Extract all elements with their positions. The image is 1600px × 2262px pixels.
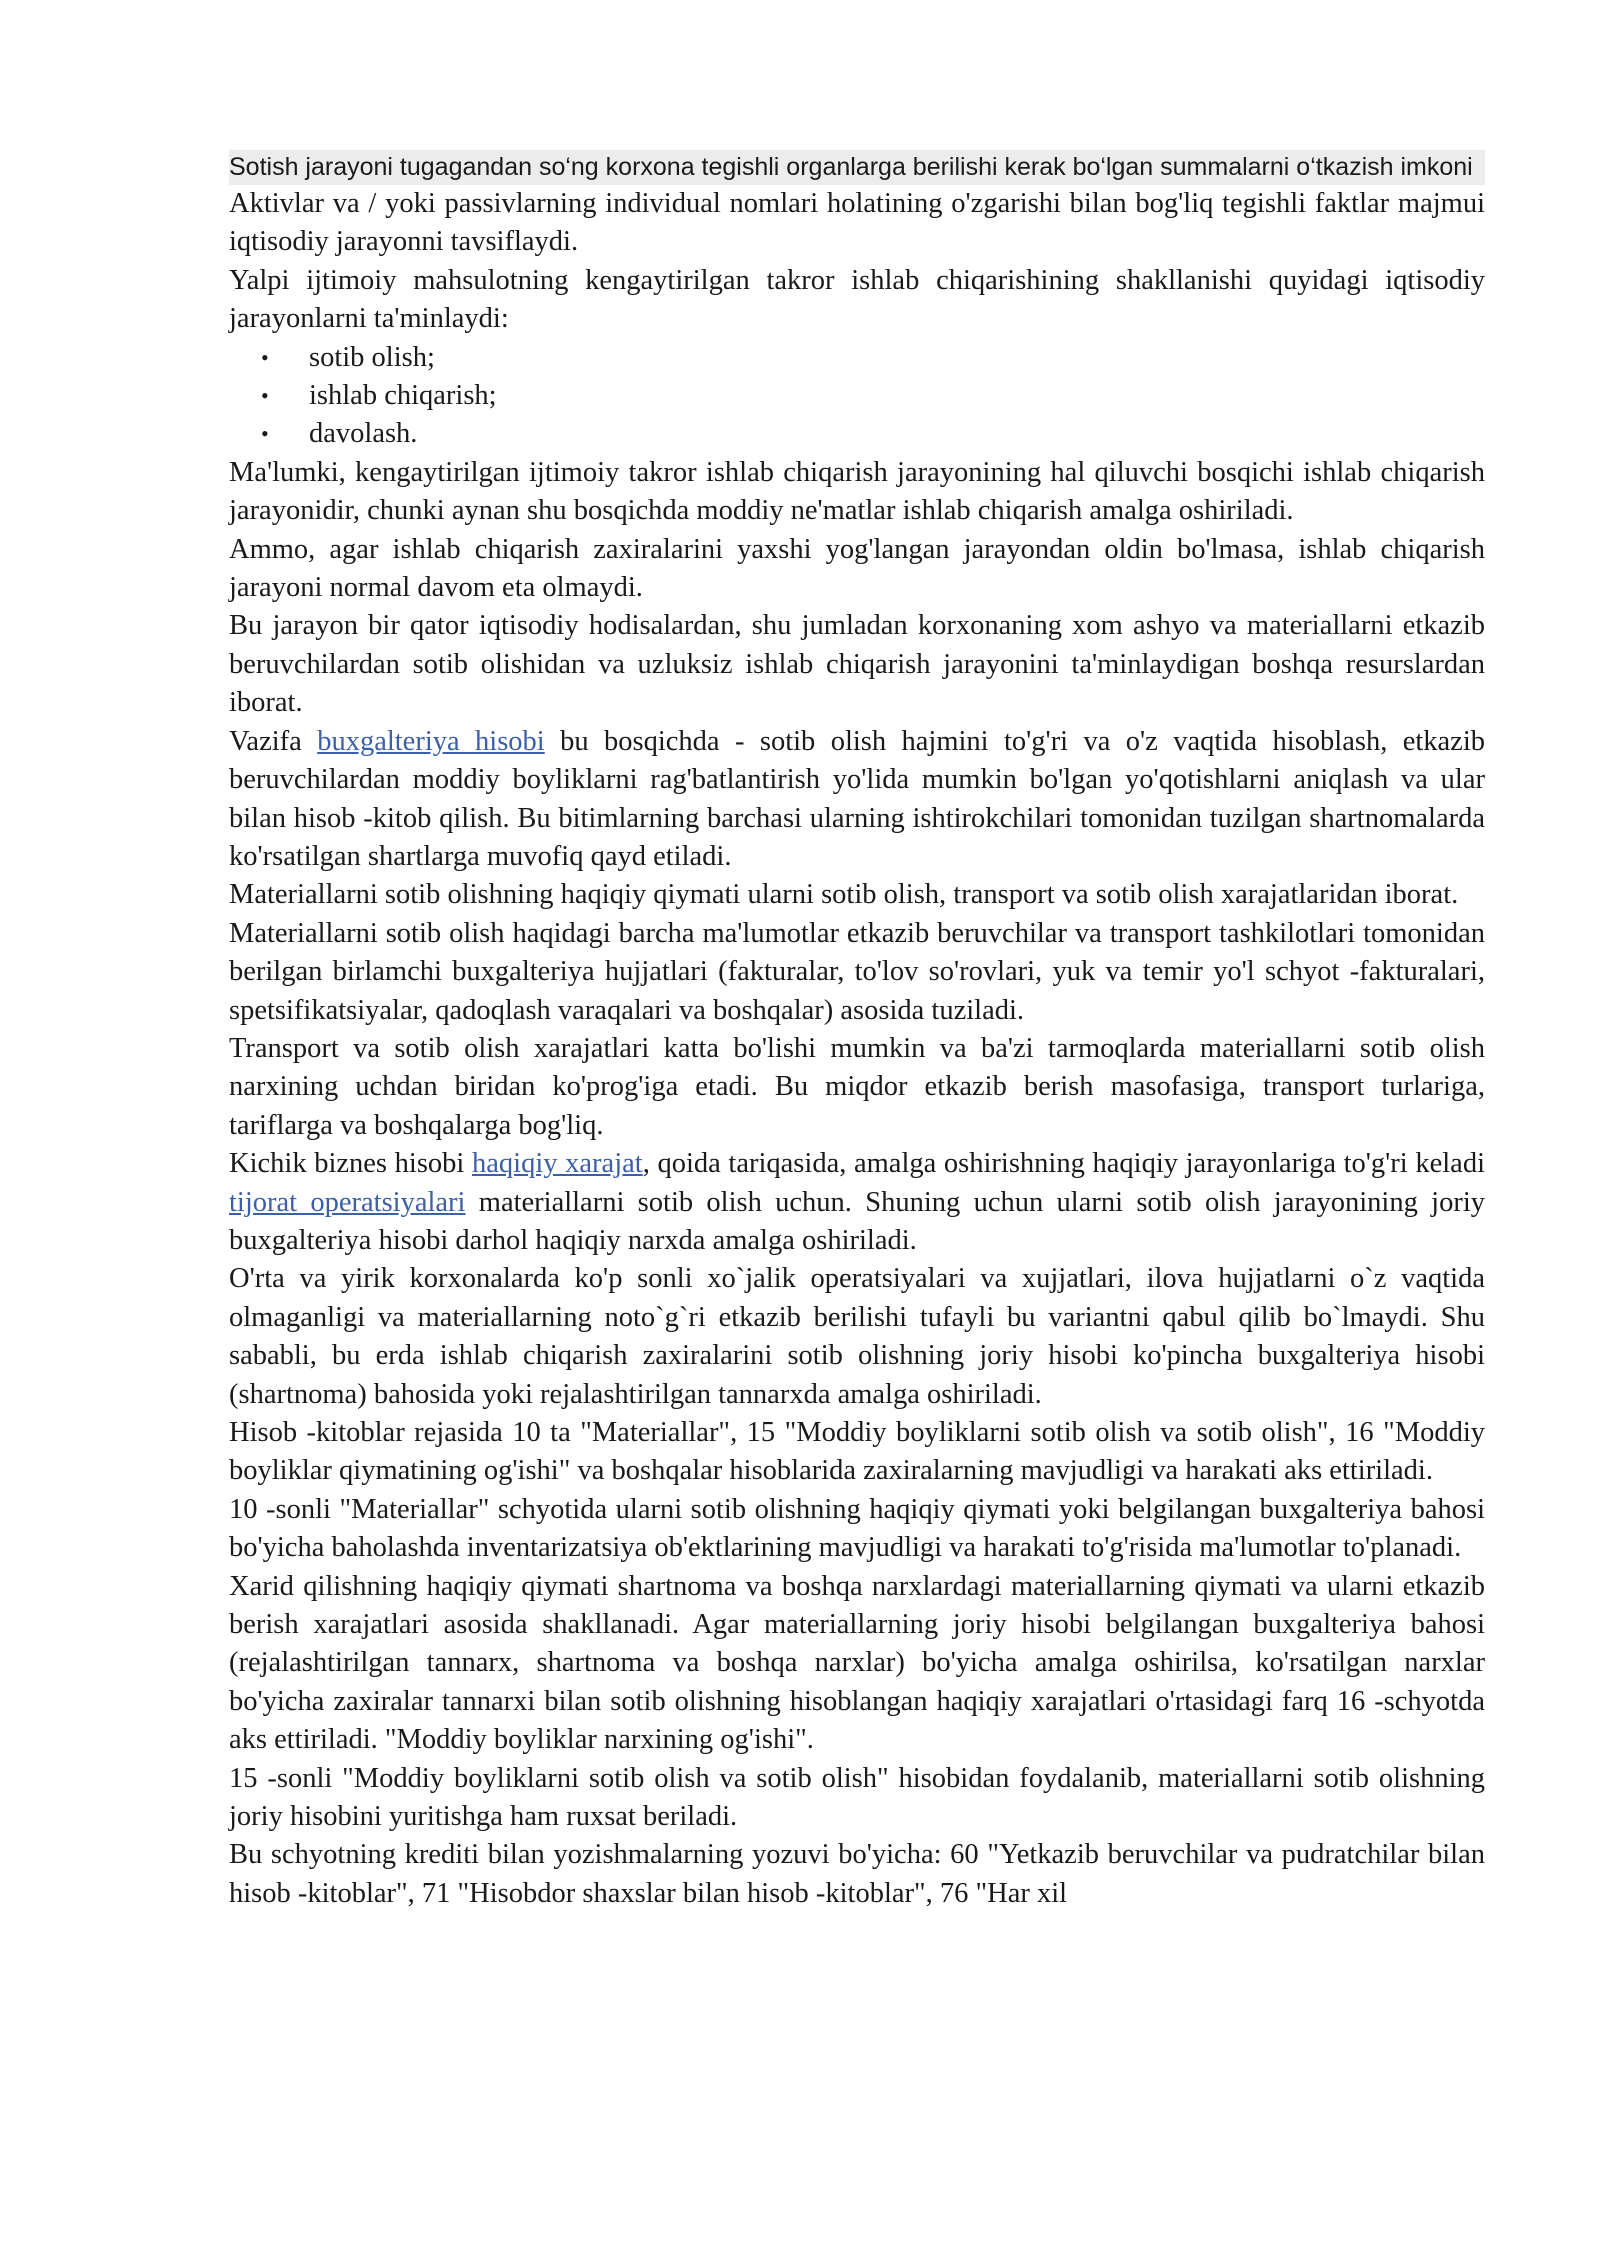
paragraph-1: Aktivlar va / yoki passivlarning individual nomlari holatining o'zgarishi bilan bog'liq tegishli faktlar majmui iqtisodiy jarayonni tavsiflaydi.: [229, 188, 1485, 258]
bullet-icon: •: [261, 421, 269, 447]
list-item: [261, 377, 1485, 415]
paragraph-11: O'rta va yirik korxonalarda ko'p sonli xo`jalik operatsiyalari va xujjatlari, ilova hujjatlarni o`z vaqtida olmaganligi va materiallarning noto`g`ri etkazib berilishi tufayli bu variantni qabul qilib bo`lmaydi. Shu sababli, bu erda ishlab chiqarish zaxiralarini sotib olishning joriy hisobi ko'pincha buxgalteriya hisobi (shartnoma) bahosida yoki rejalashtirilgan tannarxda amalga oshiriladi.: [229, 1263, 1485, 1410]
bullet-icon: •: [261, 344, 269, 370]
paragraph-13: 10 -sonli "Materiallar" schyotida ularni sotib olishning haqiqiy qiymati yoki belgilangan buxgalteriya bahosi bo'yicha baholashda inventarizatsiya ob'ektlarining mavjudligi va harakati to'g'risida ma'lumotlar to'planadi.: [229, 1493, 1485, 1564]
list-item-text: davolash.: [309, 418, 418, 450]
paragraph-10-start: Kichik biznes hisobi: [229, 1148, 473, 1180]
paragraph-5: Bu jarayon bir qator iqtisodiy hodisalardan, shu jumladan korxonaning xom ashyo va materiallarni etkazib beruvchilardan sotib olishidan va uzluksiz ishlab chiqarish jarayonini ta'minlaydigan boshqa resurslardan iborat.: [229, 610, 1485, 719]
highlighted-heading: Sotish jarayoni tugagandan so‘ng korxona tegishli organlarga berilishi kerak bo‘lgan summalarni o‘tkazish imkoni: [229, 150, 1485, 185]
paragraph-16: Bu schyotning krediti bilan yozishmalarning yozuvi bo'yicha: 60 "Yetkazib beruvchilar va pudratchilar bilan hisob -kitoblar", 71 "Hisobdor shaxslar bilan hisob -kitoblar", 76 "Har xil: [229, 1839, 1485, 1909]
paragraph-10-middle: , qoida tariqasida, amalga oshirishning haqiqiy jarayonlariga to'g'ri keladi: [642, 1148, 1486, 1180]
paragraph-4: Ammo, agar ishlab chiqarish zaxiralarini yaxshi yog'langan jarayondan oldin bo'lmasa, ishlab chiqarish jarayoni normal davom eta olmaydi.: [229, 533, 1485, 604]
paragraph-6: [229, 723, 1485, 877]
list-item-text: ishlab chiqarish;: [309, 380, 497, 412]
paragraph-3: Ma'lumki, kengaytirilgan ijtimoiy takror ishlab chiqarish jarayonining hal qiluvchi bosqichi ishlab chiqarish jarayonidir, chunki aynan shu bosqichda moddiy ne'matlar ishlab chiqarish amalga oshiriladi.: [229, 456, 1485, 527]
paragraph-14: Xarid qilishning haqiqiy qiymati shartnoma va boshqa narxlardagi materiallarning qiymati va ularni etkazib berish xarajatlari asosida shakllanadi. Agar materiallarning joriy hisobi belgilangan buxgalteriya bahosi (rejalashtirilgan tannarx, shartnoma va boshqa narxlar) bo'yicha amalga oshirilsa, ko'rsatilgan narxlar bo'yicha zaxiralar tannarxi bilan sotib olishning hisoblangan haqiqiy xarajatlari o'rtasidagi farq 16 -schyotda aks ettiriladi. "Moddiy boyliklar narxining og'ishi".: [229, 1570, 1485, 1756]
document-page: [229, 150, 1485, 1913]
link-haqiqiy-xarajat[interactable]: haqiqiy xarajat: [472, 1148, 643, 1180]
paragraph-6-start: Vazifa: [229, 725, 318, 757]
list-item-text: sotib olish;: [309, 341, 435, 373]
paragraph-15: 15 -sonli "Moddiy boyliklarni sotib olish va sotib olish" hisobidan foydalanib, materiallarni sotib olishning joriy hisobini yuritishga ham ruxsat beriladi.: [229, 1762, 1485, 1833]
link-buxgalteriya-hisobi[interactable]: buxgalteriya hisobi: [317, 725, 545, 757]
paragraph-7: Materiallarni sotib olishning haqiqiy qiymati ularni sotib olish, transport va sotib olish xarajatlaridan iborat.: [229, 879, 1459, 911]
bullet-list: [229, 339, 1485, 454]
list-item: [261, 415, 1485, 453]
paragraph-8: Materiallarni sotib olish haqidagi barcha ma'lumotlar etkazib beruvchilar va transport tashkilotlari tomonidan berilgan birlamchi buxgalteriya hujjatlari (fakturalar, to'lov so'rovlari, yuk va temir yo'l schyot -fakturalari, spetsifikatsiyalar, qadoqlash varaqalari va boshqalar) asosida tuziladi.: [229, 917, 1485, 1026]
link-tijorat-operatsiyalari[interactable]: tijorat operatsiyalari: [229, 1186, 466, 1218]
paragraph-6-end: bu bosqichda - sotib olish hajmini to'g'ri va o'z vaqtida hisoblash, etkazib beruvchilardan moddiy boyliklarni rag'batlantirish yo'lida mumkin bo'lgan yo'qotishlarni aniqlash va ular bilan hisob -kitob qilish. Bu bitimlarning barchasi ularning ishtirokchilari tomonidan tuzilgan shartnomalarda ko'rsatilgan shartlarga muvofiq qayd etiladi.: [229, 725, 1485, 872]
paragraph-10-end: materiallarni sotib olish uchun. Shuning uchun ularni sotib olish jarayonining joriy buxgalteriya hisobi darhol haqiqiy narxda amalga oshiriladi.: [229, 1186, 1485, 1256]
paragraph-2: Yalpi ijtimoiy mahsulotning kengaytirilgan takror ishlab chiqarishining shakllanishi quyidagi iqtisodiy jarayonlarni ta'minlaydi:: [229, 264, 1485, 335]
list-item: [261, 339, 1485, 377]
paragraph-9: Transport va sotib olish xarajatlari katta bo'lishi mumkin va ba'zi tarmoqlarda materiallarni sotib olish narxining uchdan biridan ko'prog'iga etadi. Bu miqdor etkazib berish masofasiga, transport turlariga, tariflarga va boshqalarga bog'liq.: [229, 1032, 1485, 1141]
paragraph-12: Hisob -kitoblar rejasida 10 ta "Materiallar", 15 "Moddiy boyliklarni sotib olish va sotib olish", 16 "Moddiy boyliklar qiymatining og'ishi" va boshqalar hisoblarida zaxiralarning mavjudligi va harakati aks ettiriladi.: [229, 1417, 1485, 1487]
bullet-icon: •: [261, 383, 269, 409]
paragraph-10: [229, 1145, 1485, 1260]
